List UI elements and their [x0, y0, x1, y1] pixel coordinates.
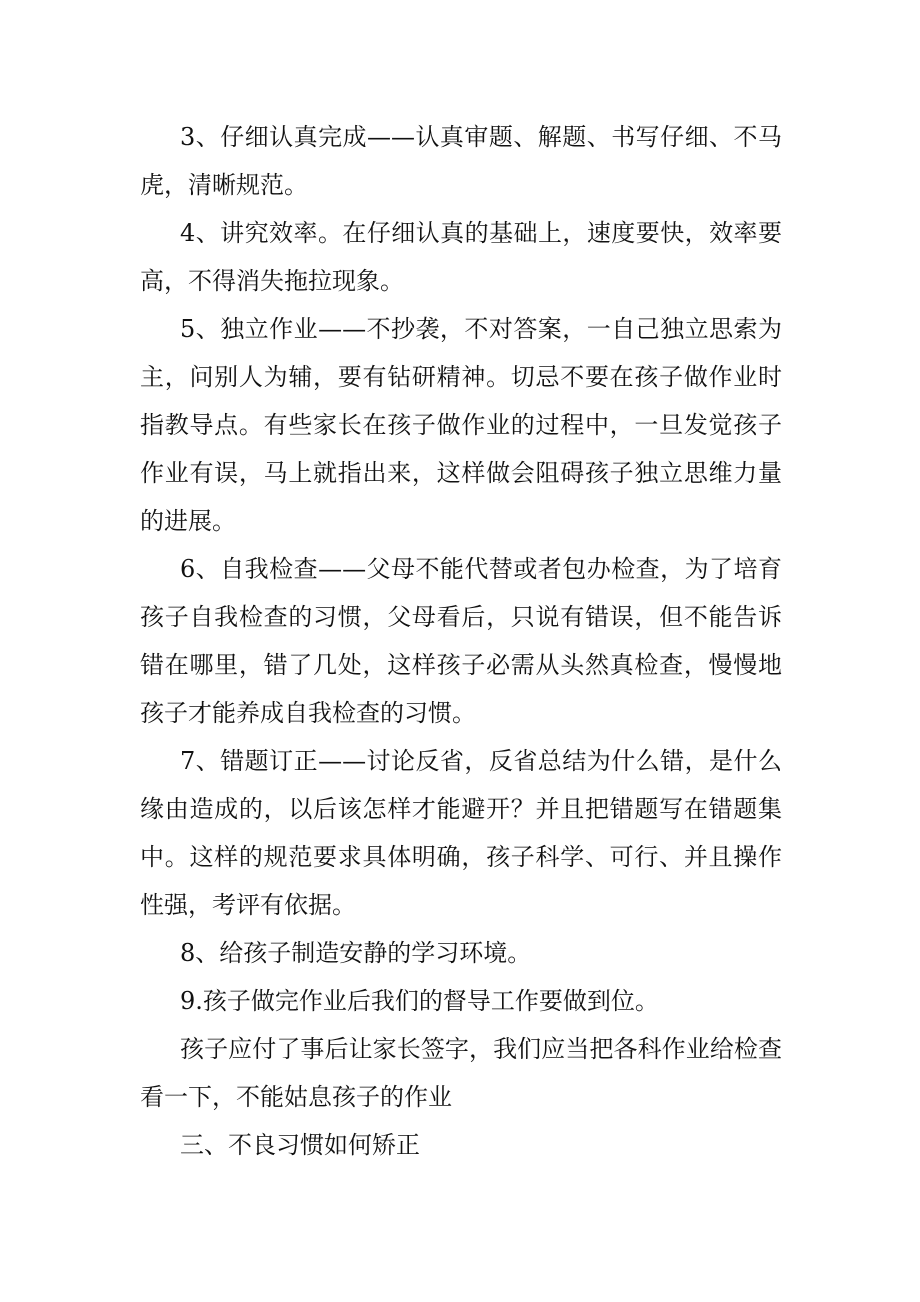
paragraph-item-4-efficiency: 4、讲究效率。在仔细认真的基础上，速度要快，效率要高，不得消失拖拉现象。	[140, 219, 782, 295]
paragraph-parent-signature: 孩子应付了事后让家长签字，我们应当把各科作业给检查看一下，不能姑息孩子的作业	[140, 1035, 782, 1111]
paragraph-item-5-independent-work: 5、独立作业——不抄袭，不对答案，一自己独立思索为主，问别人为辅，要有钻研精神。切忌不要在孩子做作业时指教导点。有些家长在孩子做作业的过程中，一旦发觉孩子作业有误，马上就指出来，这样做会阻碍孩子独立思维力量的进展。	[140, 315, 782, 535]
document-body	[140, 113, 782, 1169]
paragraph-item-6-self-check: 6、自我检查——父母不能代替或者包办检查，为了培育孩子自我检查的习惯，父母看后，只说有错误，但不能告诉错在哪里，错了几处，这样孩子必需从头然真检查，慢慢地孩子才能养成自我检查的习惯。	[140, 555, 782, 727]
section-heading-bad-habits: 三、不良习惯如何矫正	[180, 1131, 420, 1159]
paragraph-item-3-careful-completion: 3、仔细认真完成——认真审题、解题、书写仔细、不马虎，清晰规范。	[140, 123, 782, 199]
paragraph-item-8-quiet-environment: 8、给孩子制造安静的学习环境。	[180, 939, 532, 967]
paragraph-item-9-supervision: 9.孩子做完作业后我们的督导工作要做到位。	[180, 987, 659, 1015]
paragraph-item-7-error-correction: 7、错题订正——讨论反省，反省总结为什么错，是什么缘由造成的，以后该怎样才能避开？并且把错题写在错题集中。这样的规范要求具体明确，孩子科学、可行、并且操作性强，考评有依据。	[140, 747, 782, 919]
